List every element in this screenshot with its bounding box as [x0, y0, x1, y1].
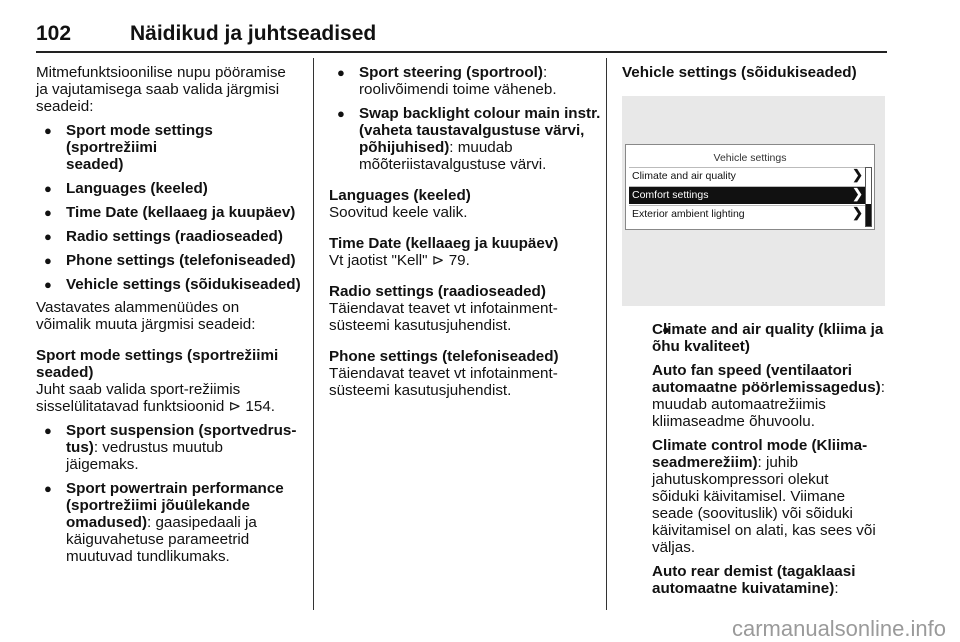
menu-item-sport: ● Sport mode settings (sportrežiimi seaded) — [36, 122, 308, 173]
column-3-list — [622, 321, 888, 597]
menu-item-time-date: ● Time Date (kellaaeg ja kuupäev) — [36, 204, 308, 221]
column-1 — [36, 64, 308, 565]
languages-text: Soovitud keele valik. — [329, 204, 468, 221]
menu-item-vehicle: ● Vehicle settings (sõidukiseaded) — [36, 276, 308, 293]
chevron-right-icon: ❯ — [852, 205, 863, 220]
chevron-right-icon: ❯ — [852, 186, 863, 201]
menu-item-languages: ● Languages (keeled) — [36, 180, 308, 197]
phone-text: Täiendavat teavet vt infotainment- süsteemi kasutusjuhendist. — [329, 365, 558, 399]
sub-item-auto-fan-speed: Auto fan speed (ventilaatori automaatne pöörlemissagedus): muudab automaatrežiimis kliimaseadme õhuvoolu. — [652, 362, 885, 430]
languages-heading: Languages (keeled) — [329, 187, 471, 204]
after-list-paragraph: Vastavates alammenüüdes on võimalik muuta järgmisi seadeid: — [36, 299, 256, 333]
page-title: Näidikud ja juhtseadised — [130, 22, 377, 45]
vehicle-settings-screen — [625, 144, 875, 230]
sub-item-sport-powertrain: ● Sport powertrain performance (sportrežiimi jõuülekande omadused): gaasipedaali ja käiguvahetuse parameetrid muutuvad tundlikumaks. — [36, 480, 308, 565]
screen-row-exterior: Exterior ambient lighting ❯ — [629, 205, 865, 223]
page-number: 102 — [36, 22, 72, 45]
phone-heading: Phone settings (telefoniseaded) — [329, 348, 559, 365]
chevron-right-icon: ❯ — [852, 167, 863, 182]
bullet-climate-air-quality: ● Climate and air quality (kliima ja õhu kvaliteet) — [622, 321, 888, 355]
sub-item-climate-control-mode: Climate control mode (Kliima- seadmerežiim): juhib jahutuskompressori olekut sõiduki käivitamisel. Viimane seade (soovituslik) või sõiduki käivitamisel on alati, kas sees või väljas. — [652, 437, 876, 556]
sub-item-auto-rear-demist: Auto rear demist (tagaklaasi automaatne kuivatamine): — [652, 563, 856, 597]
column-3 — [622, 64, 888, 81]
sub-item-swap-backlight: ● Swap backlight colour main instr. (vaheta taustavalgustuse värvi, põhijuhised): muudab mõõteriistavalgustuse värvi. — [329, 105, 601, 173]
column-2 — [329, 64, 601, 399]
column-divider-2 — [606, 58, 607, 610]
time-date-heading: Time Date (kellaaeg ja kuupäev) — [329, 235, 559, 252]
time-date-text: Vt jaotist "Kell" ⊳ 79. — [329, 252, 470, 269]
page-header — [36, 22, 886, 52]
column-divider-1 — [313, 58, 314, 610]
screen-scrollbar — [865, 167, 872, 227]
radio-heading: Radio settings (raadioseaded) — [329, 283, 546, 300]
sub-item-sport-suspension: ● Sport suspension (sportvedrus- tus): vedrustus muutub jäigemaks. — [36, 422, 308, 473]
intro-paragraph: Mitmefunktsioonilise nupu pööramise ja vajutamisega saab valida järgmisi seadeid: — [36, 64, 286, 115]
watermark: carmanualsonline.info — [731, 616, 946, 641]
menu-item-radio: ● Radio settings (raadioseaded) — [36, 228, 308, 245]
display-illustration — [622, 96, 885, 306]
radio-text: Täiendavat teavet vt infotainment- süsteemi kasutusjuhendist. — [329, 300, 558, 334]
menu-item-phone: ● Phone settings (telefoniseaded) — [36, 252, 308, 269]
sport-text: Juht saab valida sport-režiimis sisselülitatavad funktsioonid ⊳ 154. — [36, 381, 275, 415]
vehicle-settings-heading: Vehicle settings (sõidukiseaded) — [622, 64, 857, 81]
screen-row-climate: Climate and air quality ❯ — [629, 167, 865, 185]
sub-item-sport-steering: ● Sport steering (sportrool): roolivõimendi toime väheneb. — [329, 64, 601, 98]
screen-row-comfort-selected: Comfort settings ❯ — [629, 186, 865, 204]
screen-title: Vehicle settings — [713, 152, 787, 164]
header-rule — [36, 51, 887, 53]
sport-heading: Sport mode settings (sportrežiimi seaded) — [36, 347, 279, 381]
